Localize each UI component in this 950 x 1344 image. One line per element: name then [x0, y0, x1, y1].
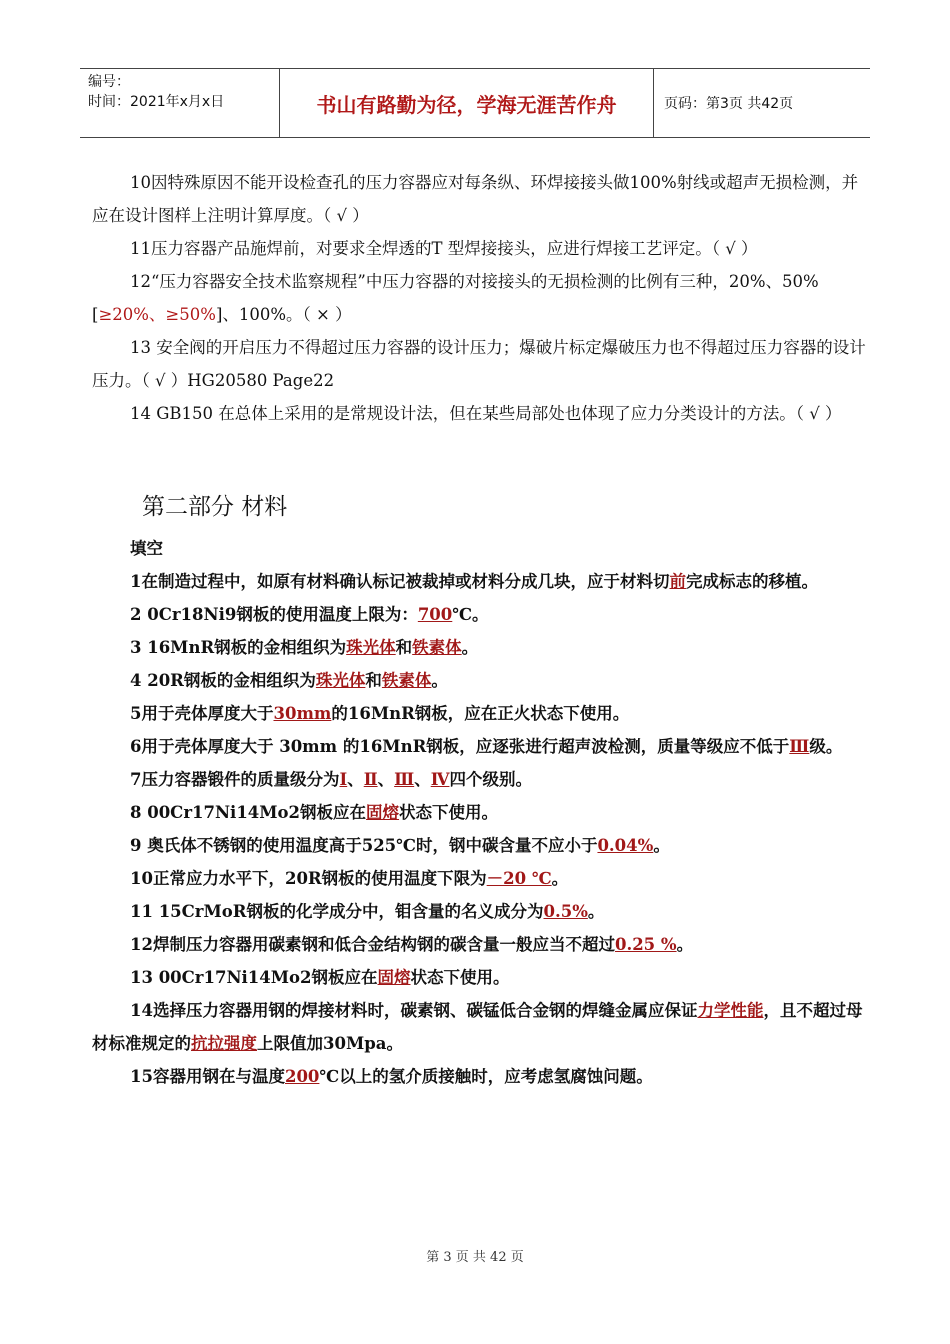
answer: 铁素体 [412, 638, 462, 657]
answer: 0.5% [543, 902, 588, 921]
header-motto: 书山有路勤为径，学海无涯苦作舟 [280, 69, 654, 137]
answer: 700 [417, 605, 453, 624]
fill-3: 3 16MnR钢板的金相组织为珠光体和铁素体。 [130, 638, 479, 657]
answer: Ⅰ [339, 770, 348, 789]
answer: 抗拉强度 [191, 1034, 257, 1053]
answer: 30mm [273, 704, 332, 723]
answer: 力学性能 [697, 1001, 764, 1020]
page-header [80, 68, 870, 138]
fill-12: 12焊制压力容器用碳素钢和低合金结构钢的碳含量一般应当不超过0.25 %。 [130, 935, 694, 954]
page-footer: 第 3 页 共 42 页 [426, 1250, 524, 1265]
answer: 200 [284, 1067, 320, 1086]
fill-13: 13 00Cr17Ni14Mo2钢板应在固熔状态下使用。 [130, 968, 510, 987]
header-page-label: 页码：第3页 共42页 [664, 96, 794, 112]
section-title: 第二部分 材料 [142, 494, 288, 520]
judge-12: 12“压力容器安全技术监察规程”中压力容器的对接接头的无损检测的比例有三种，20%、50%[≥20%、≥50%]、100%。（ × ） [92, 272, 819, 324]
answer: Ⅳ [430, 770, 450, 789]
time-label: 时间：2021年x月x日 [88, 94, 225, 110]
judge-10: 10因特殊原因不能开设检查孔的压力容器应对每条纵、环焊接接头做100%射线或超声无损检测，并应在设计图样上注明计算厚度。（ √ ） [92, 173, 859, 225]
fill-1: 1在制造过程中，如原有材料确认标记被裁掉或材料分成几块，应于材料切前完成标志的移植。 [130, 572, 818, 591]
fill-8: 8 00Cr17Ni14Mo2钢板应在固熔状态下使用。 [130, 803, 499, 822]
judge-12-note: ≥20%、≥50% [98, 305, 216, 324]
answer: 铁素体 [381, 671, 432, 690]
answer: Ⅲ [394, 770, 415, 789]
answer: 0.25 % [614, 935, 677, 954]
fill-4: 4 20R钢板的金相组织为珠光体和铁素体。 [130, 671, 448, 690]
fill-2: 2 0Cr18Ni9钢板的使用温度上限为：700℃。 [130, 605, 489, 624]
fill-9: 9 奥氏体不锈钢的使用温度高于525℃时，钢中碳含量不应小于0.04%。 [130, 836, 670, 855]
answer: Ⅲ [789, 737, 810, 756]
fill-10: 10正常应力水平下，20R钢板的使用温度下限为－20 ℃。 [130, 869, 569, 888]
judge-13: 13 安全阀的开启压力不得超过压力容器的设计压力；爆破片标定爆破压力也不得超过压力容器的设计压力。（ √ ）HG20580 Page22 [92, 338, 866, 390]
answer: 固熔 [377, 968, 411, 987]
answer: 珠光体 [346, 638, 396, 657]
fill-5: 5用于壳体厚度大于30mm的16MnR钢板，应在正火状态下使用。 [130, 704, 630, 723]
fill-7: 7压力容器锻件的质量级分为Ⅰ、Ⅱ、Ⅲ、Ⅳ四个级别。 [130, 770, 532, 789]
answer: 珠光体 [315, 671, 366, 690]
answer: 0.04% [597, 836, 654, 855]
judge-14: 14 GB150 在总体上采用的是常规设计法，但在某些局部处也体现了应力分类设计的方法。（ √ ） [130, 404, 842, 423]
fill-11: 11 15CrMoR钢板的化学成分中，钼含量的名义成分为0.5%。 [130, 902, 605, 921]
fill-6: 6用于壳体厚度大于 30mm 的16MnR钢板，应逐张进行超声波检测，质量等级应不低于Ⅲ级。 [130, 737, 843, 756]
document-body [92, 166, 872, 1093]
answer: 前 [669, 572, 686, 591]
subsection-title: 填空 [130, 539, 163, 558]
answer: －20 ℃ [486, 869, 552, 888]
judge-11: 11压力容器产品施焊前，对要求全焊透的T 型焊接接头，应进行焊接工艺评定。（ √ ） [130, 239, 758, 258]
number-label: 编号： [88, 74, 130, 90]
header-meta [80, 69, 280, 137]
fill-14: 14选择压力容器用钢的焊接材料时，碳素钢、碳锰低合金钢的焊缝金属应保证力学性能，且不超过母材标准规定的抗拉强度上限值加30Mpa。 [92, 1001, 863, 1053]
answer: Ⅱ [363, 770, 378, 789]
fill-15: 15容器用钢在与温度200℃以上的氢介质接触时，应考虑氢腐蚀问题。 [130, 1067, 653, 1086]
answer: 固熔 [366, 803, 400, 822]
